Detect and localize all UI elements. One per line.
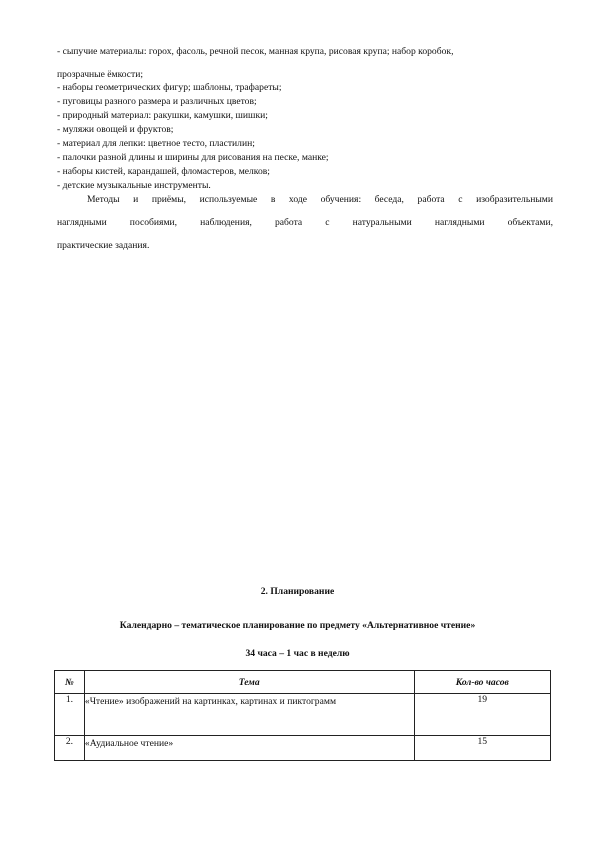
list-item: - материал для лепки: цветное тесто, пластилин; — [57, 138, 255, 149]
row-topic: «Аудиальное чтение» — [84, 736, 414, 761]
list-item: - пуговицы разного размера и различных цветов; — [57, 96, 257, 107]
list-item: - наборы кистей, карандашей, фломастеров, мелков; — [57, 166, 270, 177]
plan-subtitle: Календарно – тематическое планирование по предмету «Альтернативное чтение» — [119, 620, 476, 631]
list-item: - природный материал: ракушки, камушки, шишки; — [57, 110, 268, 121]
planning-table — [54, 670, 551, 761]
hours-note: 34 часа – 1 час в неделю — [245, 648, 350, 659]
list-item: - детские музыкальные инструменты. — [57, 180, 211, 191]
section-title: 2. Планирование — [260, 586, 335, 597]
list-item: - муляжи овощей и фруктов; — [57, 124, 174, 135]
row-hours: 15 — [414, 736, 550, 761]
paragraph-line: практические задания. — [57, 240, 150, 251]
row-topic: «Чтение» изображений на картинках, картинах и пиктограмм — [84, 694, 414, 736]
row-number: 2. — [55, 736, 85, 761]
list-item: - сыпучие материалы: горох, фасоль, речной песок, манная крупа, рисовая крупа; набор коробок, — [57, 46, 454, 57]
table-row — [55, 694, 551, 736]
list-item: прозрачные ёмкости; — [57, 69, 144, 80]
table-header-row — [55, 671, 551, 694]
paragraph-line: Методы и приёмы, используемые в ходе обучения: беседа, работа с изобразительными — [87, 194, 553, 205]
paragraph-line: наглядными пособиями, наблюдения, работа с натуральными наглядными объектами, — [57, 217, 553, 228]
row-hours: 19 — [414, 694, 550, 736]
column-header-topic: Тема — [84, 671, 414, 694]
table-row — [55, 736, 551, 761]
list-item: - наборы геометрических фигур; шаблоны, трафареты; — [57, 82, 282, 93]
column-header-number: № — [55, 671, 85, 694]
column-header-hours: Кол-во часов — [414, 671, 550, 694]
list-item: - палочки разной длины и ширины для рисования на песке, манке; — [57, 152, 329, 163]
row-number: 1. — [55, 694, 85, 736]
